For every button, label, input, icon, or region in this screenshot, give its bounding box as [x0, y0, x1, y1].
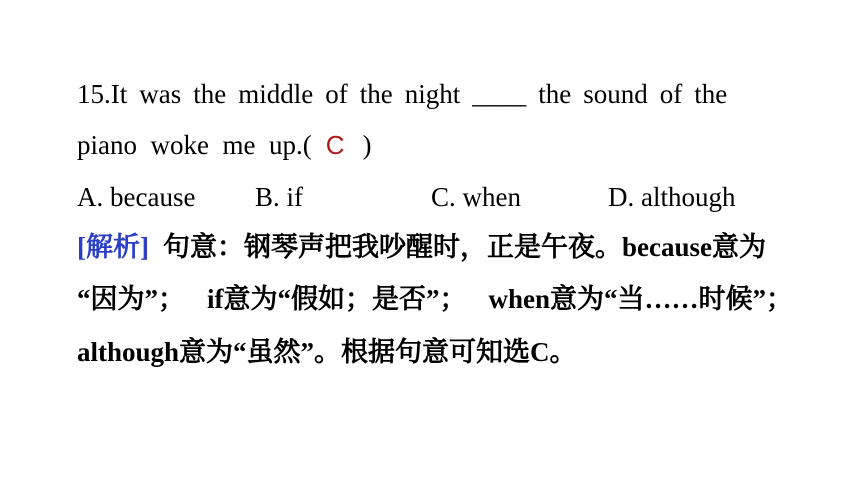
analysis-text: 句意：钢琴声把我吵醒时，正是午夜。because意为 — [162, 232, 766, 262]
question-word: the — [193, 79, 227, 109]
closing-paren: ) — [362, 130, 372, 160]
question-word: the — [694, 79, 728, 109]
question-line-2 — [77, 128, 371, 162]
analysis-text: “因为”； — [77, 284, 185, 314]
options-row — [77, 180, 837, 214]
question-word: was — [139, 79, 182, 109]
analysis-line-3 — [77, 335, 577, 369]
analysis-line-2 — [77, 282, 793, 316]
question-word: middle — [238, 79, 314, 109]
question-word: the — [359, 79, 393, 109]
question-word: of — [659, 79, 683, 109]
option-c: C. when — [431, 182, 521, 212]
analysis-text: if意为“假如；是否”； — [207, 284, 467, 314]
question-word: the — [538, 79, 572, 109]
question-text-end: piano woke me up.( — [77, 130, 312, 160]
question-line-1 — [77, 77, 739, 111]
option-b: B. if — [255, 182, 304, 212]
question-word: sound — [583, 79, 648, 109]
answer-letter: C — [325, 130, 345, 160]
option-d: D. although — [608, 182, 736, 212]
analysis-text: although意为“虽然”。根据句意可知选C。 — [77, 337, 577, 367]
analysis-tag: [解析] — [77, 232, 149, 262]
question-word: night — [404, 79, 461, 109]
analysis-text: when意为“当……时候”； — [488, 284, 794, 314]
option-a: A. because — [77, 182, 196, 212]
analysis-line-1 — [77, 230, 766, 264]
question-word: of — [325, 79, 348, 109]
question-word: 15.It — [77, 79, 128, 109]
answer-blank: ____ — [472, 79, 527, 109]
